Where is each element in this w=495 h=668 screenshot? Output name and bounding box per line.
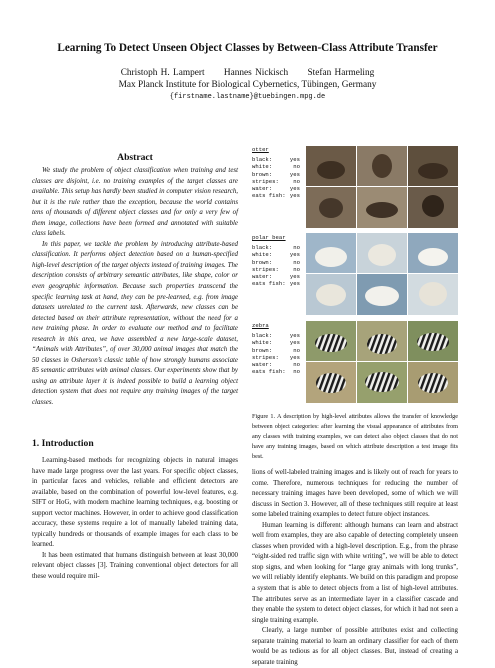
attribute-list [252, 332, 300, 376]
author-name: Stefan Harmeling [307, 68, 375, 78]
otter-photo [306, 146, 458, 228]
figure-1 [252, 146, 458, 404]
attribute-row: brown: no [252, 258, 300, 266]
right-column-body [252, 468, 458, 668]
abstract-body [32, 166, 238, 409]
attribute-row: white: yes [252, 339, 300, 347]
author-name: Christoph H. Lampert [120, 68, 205, 78]
polar-bear-photo [306, 233, 458, 315]
affiliation: Max Planck Institute for Biological Cybernetics, Tübingen, Germany [118, 80, 377, 90]
abstract-heading: Abstract [117, 152, 153, 163]
attribute-row: eats fish: yes [252, 192, 300, 200]
zebra-photo [306, 321, 458, 403]
animal-label-polar-bear: polar bear [252, 234, 286, 241]
paper-title: Learning To Detect Unseen Object Classes by Between-Class Attribute Transfer [57, 42, 438, 54]
figure-caption: Figure 1. A description by high-level attributes allows the transfer of knowledge between object categories: after learning the visual appearance of attributes from any classes with training examples, we can detect also object classes that do not have any training images, based on which attribute description a test image fits best. [252, 413, 458, 460]
abstract-paragraph: We study the problem of object classification when training and test classes are disjoint, i.e. no training examples of the target classes are available. This setup has hardly been studied in computer vision research, but it is the rule rather than the exception, because the world contains tens of thousands of different object classes and for only a very few of them image, collections have been formed and annotated with suitable class labels. [32, 167, 238, 238]
attribute-row: brown: yes [252, 170, 300, 178]
body-paragraph: Clearly, a large number of possible attributes exist and collecting separate training material to learn an ordinary classifier for each of them would be as tedious as for all object classes. But, instead of creating a separate training [252, 627, 458, 666]
attribute-row: white: yes [252, 251, 300, 259]
attribute-row: stripes: yes [252, 353, 300, 361]
attribute-row: water: yes [252, 185, 300, 193]
intro-paragraph: It has been estimated that humans distinguish between at least 30,000 relevant object classes [3]. Training conventional object detectors for all these would require mil- [32, 551, 238, 581]
animal-label-zebra: zebra [252, 322, 269, 329]
attribute-row: black: no [252, 244, 300, 251]
attribute-row: black: yes [252, 156, 300, 163]
body-paragraph: Human learning is different: although humans can learn and abstract well from examples, they are also capable of detecting completely unseen classes when provided with a high-level description. E.g., from the phrase “eight-sided red traffic sign with white writing”, we will be able to detect stop signs, and when looking for “large gray animals with long trunks”, we will reliably identify elephants. We build on this paradigm and propose a system that is able to detect objects from a list of high-level attributes. The attributes serve as an intermediate layer in a classifier cascade and they enable the system to detect object classes, for which it had not seen a single training example. [252, 521, 458, 624]
attribute-row: water: yes [252, 273, 300, 281]
section-heading: 1. Introduction [32, 438, 94, 449]
attribute-row: eats fish: yes [252, 280, 300, 288]
attribute-row: brown: no [252, 346, 300, 354]
attribute-row: stripes: no [252, 177, 300, 185]
attribute-row: stripes: no [252, 265, 300, 273]
attribute-row: black: yes [252, 332, 300, 339]
attribute-row: eats fish: no [252, 368, 300, 376]
attribute-row: white: no [252, 163, 300, 171]
body-paragraph: lions of well-labeled training images and is likely out of reach for years to come. Therefore, numerous techniques for reducing the number of necessary training images have been developed, some of which we will discuss in Section 3. However, all of these techniques still require at least some labeled training examples to detect future object instances. [252, 469, 458, 519]
animal-label-otter: otter [252, 146, 269, 153]
author-email: {firstname.lastname}@tuebingen.mpg.de [169, 93, 326, 101]
intro-body [32, 456, 238, 583]
author-name: Hannes Nickisch [223, 68, 289, 78]
intro-paragraph: Learning-based methods for recognizing objects in natural images have made large progress over the last years. For specific object classes, in particular faces and vehicles, reliable and efficient detectors are available, based on the combination of powerful low-level features, e.g. SIFT or HoG, with modern machine learning techniques, e.g. boosting or support vector machines. However, in order to achieve good classification accuracy, these systems require a lot of manually labeled training data, typically hundreds or thousands of example images for each class to be learned. [32, 457, 238, 549]
abstract-paragraph: In this paper, we tackle the problem by introducing attribute-based classification. It performs object detection based on a human-specified high-level description of the target objects instead of training images. The description consists of arbitrary semantic attributes, like shape, color or even geographic information. Because such properties transcend the specific learning task at hand, they can be pre-learned, e.g. from image datasets unrelated to the current task. Afterwards, new classes can be detected based on their attribute representation, without the need for a new training phase. In order to evaluate our method and to facilitate research in this area, we have assembled a new large-scale dataset, “Animals with Attributes”, of over 30,000 animal images that match the 50 classes in Osherson’s classic table of how strongly humans associate 85 semantic attributes with animal classes. Our experiments show that by using an attribute layer it is indeed possible to build a learning object detection system that does not require any training images of the target classes. [32, 240, 238, 407]
attribute-row: water: no [252, 361, 300, 369]
attribute-list [252, 244, 300, 288]
author-list [0, 68, 495, 78]
attribute-list [252, 156, 300, 200]
